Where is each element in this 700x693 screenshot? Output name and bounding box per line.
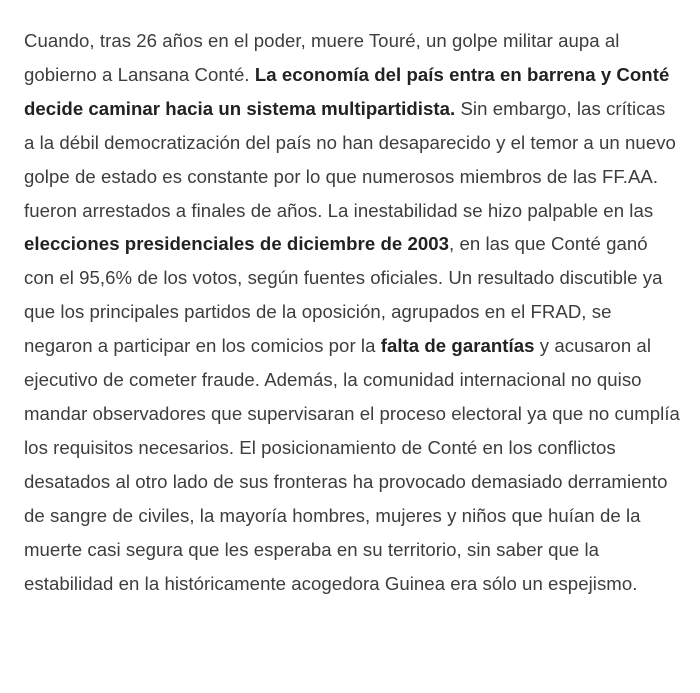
paragraph-text: Sin embargo, las críticas a la débil democratización del país no han desaparecido y el temor a un nuevo golpe de estado es constante por lo que numerosos miembros de las FF.AA. fueron arrestados a finales de años. La inestabilidad se hizo palpable en las [24, 97, 676, 221]
article-paragraph [24, 24, 680, 600]
paragraph-text: , en las que Conté ganó con el 95,6% de los votos, según fuentes oficiales. Un resultado discutible ya que los principales partidos de la oposición, agrupados en el FRAD, se negaron a participar en los comicios por la [24, 233, 663, 357]
paragraph-text: Cuando, tras 26 años en el poder, muere Touré, un golpe militar aupa al gobierno a Lansana Conté. [24, 30, 620, 85]
paragraph-text: y acusaron al ejecutivo de cometer fraude. Además, la comunidad internacional no quiso mandar observadores que supervisaran el proceso electoral ya que no cumplía los requisitos necesarios. El posicionamiento de Conté en los conflictos desatados al otro lado de sus fronteras ha provocado demasiado derramiento de sangre de civiles, la mayoría hombres, mujeres y niños que huían de la muerte casi segura que les esperaba en su territorio, sin saber que la estabilidad en la históricamente acogedora Guinea era sólo un espejismo. [24, 335, 680, 594]
highlight-elections: elecciones presidenciales de diciembre de 2003 [24, 233, 450, 255]
highlight-economy: La economía del país entra en barrena y Conté decide caminar hacia un sistema multipartidista. [24, 63, 670, 119]
article-body [24, 24, 680, 600]
highlight-guarantees: falta de garantías [380, 335, 535, 357]
